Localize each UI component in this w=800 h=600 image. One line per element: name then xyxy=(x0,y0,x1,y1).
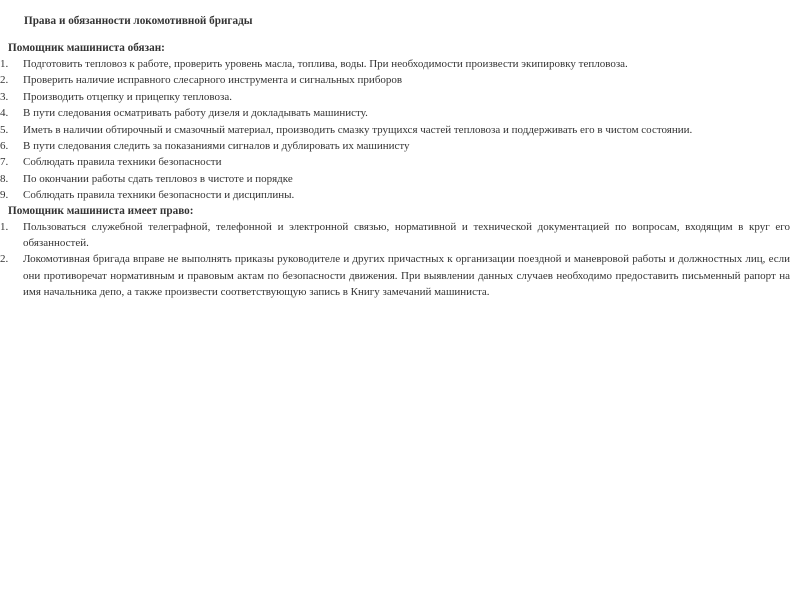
list-item-number: 3. xyxy=(0,90,9,103)
list-item xyxy=(0,122,790,138)
list-item-text: Соблюдать правила техники безопасности xyxy=(23,156,222,169)
list-item-number: 8. xyxy=(0,172,9,185)
list-item-number: 7. xyxy=(0,156,9,169)
list-item xyxy=(0,251,790,300)
list-item-number: 1. xyxy=(0,58,9,70)
list-item-text: Соблюдать правила техники безопасности и дисциплины. xyxy=(23,189,295,202)
list-item-text: Локомотивная бригада вправе не выполнять приказы руководителе и других причастных к организации поездной и маневровой работы и должностных лиц, если они противоречат нормативным и правовым актам по безопасности движения. При выявлении данных случаев необходимо предоставить письменный рапорт на имя начальника депо, а также произвести соответствующую запись в Книгу замечаний машиниста. xyxy=(23,253,790,299)
list-item xyxy=(0,187,790,203)
list-item xyxy=(0,171,790,187)
duties-list xyxy=(0,56,790,204)
section-heading-rights: Помощник машиниста имеет право: xyxy=(8,204,194,217)
list-item-text: Пользоваться служебной телеграфной, телефонной и электронной связью, нормативной и технической документацией по вопросам, входящим в круг его обязанностей. xyxy=(23,220,790,250)
list-item-text: В пути следования осматривать работу дизеля и докладывать машинисту. xyxy=(23,107,368,120)
list-item-text: Подготовить тепловоз к работе, проверить уровень масла, топлива, воды. При необходимости произвести экипировку тепловоза. xyxy=(23,58,628,70)
list-item-text: Проверить наличие исправного слесарного инструмента и сигнальных приборов xyxy=(23,74,403,87)
list-item-text: По окончании работы сдать тепловоз в чистоте и порядке xyxy=(23,172,293,185)
list-item-text: Иметь в наличии обтирочный и смазочный материал, производить смазку трущихся частей тепловоза и поддерживать его в чистом состоянии. xyxy=(23,123,693,136)
list-item-number: 1. xyxy=(0,220,9,233)
list-item-text: Производить отцепку и прицепку тепловоза. xyxy=(23,90,232,103)
document-title: Права и обязанности локомотивной бригады xyxy=(24,15,253,27)
list-item xyxy=(0,105,790,121)
list-item-number: 5. xyxy=(0,123,9,136)
list-item-number: 4. xyxy=(0,107,9,120)
list-item xyxy=(0,219,790,252)
list-item-number: 6. xyxy=(0,140,9,153)
list-item xyxy=(0,89,790,105)
list-item xyxy=(0,72,790,88)
list-item xyxy=(0,154,790,170)
section-heading-duties: Помощник машиниста обязан: xyxy=(8,42,165,54)
list-item-number: 2. xyxy=(0,253,9,266)
list-item-number: 9. xyxy=(0,189,9,202)
list-item xyxy=(0,56,790,72)
rights-list xyxy=(0,219,790,301)
list-item xyxy=(0,138,790,154)
list-item-text: В пути следования следить за показаниями сигналов и дублировать их машинисту xyxy=(23,140,410,153)
list-item-number: 2. xyxy=(0,74,9,87)
